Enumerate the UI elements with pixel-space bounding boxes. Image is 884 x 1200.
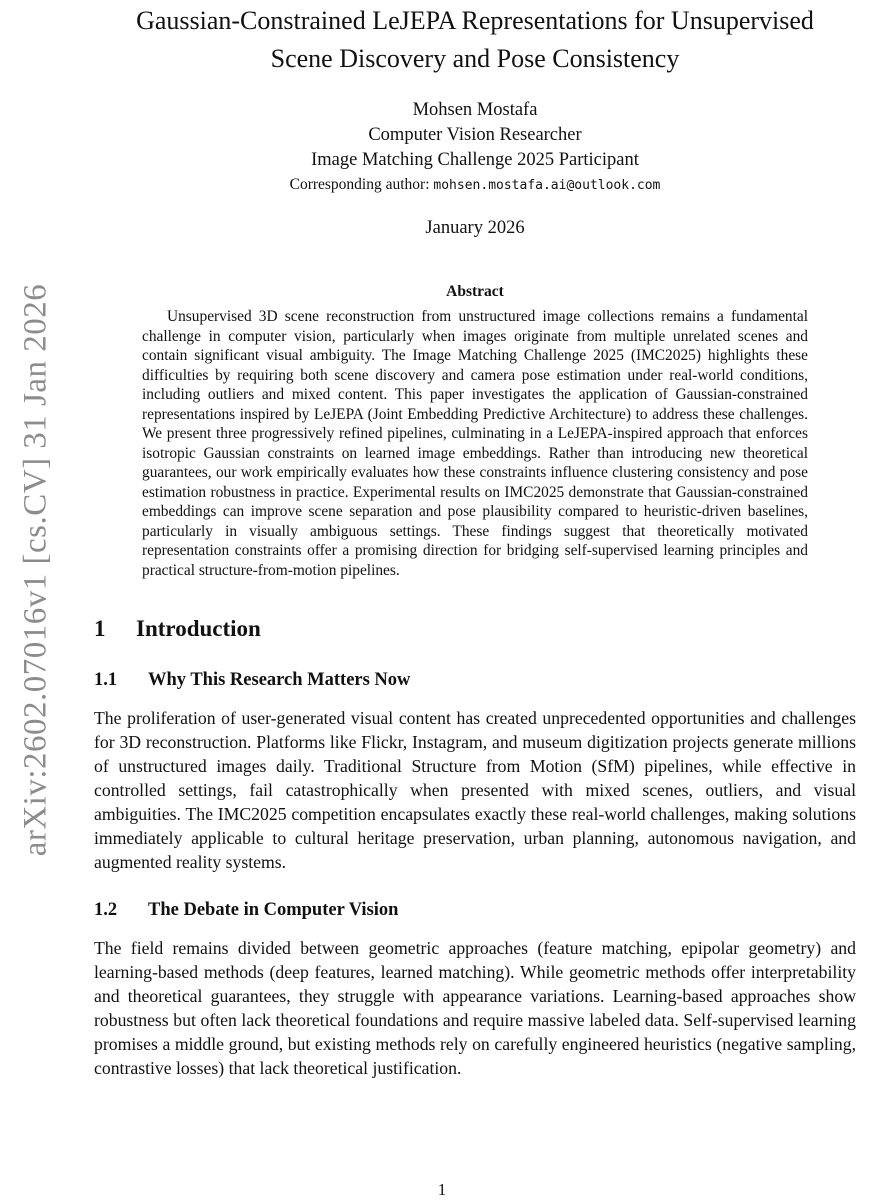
subsection-title: The Debate in Computer Vision [148, 900, 399, 920]
author-affiliation-1: Computer Vision Researcher [368, 125, 582, 145]
author-block [94, 98, 856, 198]
subsection-number: 1.1 [94, 670, 118, 690]
abstract-text: Unsupervised 3D scene reconstruction from unstructured image collections remains a fundamental challenge in computer vision, particularly when images originate from multiple unrelated scenes and contain significant visual ambiguity. The Image Matching Challenge 2025 (IMC2025) highlights these difficulties by requiring both scene discovery and camera pose estimation under real-world conditions, including outliers and mixed content. This paper investigates the application of Gaussian-constrained representations inspired by LeJEPA (Joint Embedding Predictive Architecture) to address these challenges. We present three progressively refined pipelines, culminating in a LeJEPA-inspired approach that enforces isotropic Gaussian constraints on learned image embeddings. Rather than introducing new theoretical guarantees, our work empirically evaluates how these constraints influence clustering consistency and pose estimation robustness in practice. Experimental results on IMC2025 demonstrate that Gaussian-constrained embeddings can improve scene separation and pose plausibility compared to heuristic-driven baselines, particularly in visually ambiguous settings. These findings suggest that theoretically motivated representation constraints offer a promising direction for bridging self-supervised learning principles and practical structure-from-motion pipelines. [142, 308, 808, 579]
corresponding-email[interactable]: mohsen.mostafa.ai@outlook.com [433, 178, 661, 193]
paragraph-why-this-research-matters: The proliferation of user-generated visual content has created unprecedented opportunities and challenges for 3D reconstruction. Platforms like Flickr, Instagram, and museum digitization projects generate millions of unstructured images daily. Traditional Structure from Motion (SfM) pipelines, while effective in controlled settings, fail catastrophically when presented with mixed scenes, outliers, and visual ambiguities. The IMC2025 competition encapsulates exactly these real-world challenges, making solutions immediately applicable to cultural heritage preservation, urban planning, autonomous navigation, and augmented reality systems. [94, 708, 856, 872]
arxiv-identifier: arXiv:2602.07016v1 [cs.CV] 31 Jan 2026 [17, 283, 54, 857]
section-number: 1 [94, 616, 106, 641]
page-number: 1 [437, 1180, 447, 1199]
paper-page [94, 0, 856, 1098]
publication-date: January 2026 [425, 218, 525, 238]
subsection-number: 1.2 [94, 900, 118, 920]
subsection-heading-debate-in-computer-vision [94, 898, 856, 922]
abstract-heading: Abstract [446, 283, 504, 300]
author-name: Mohsen Mostafa [412, 100, 538, 120]
title-line-2: Scene Discovery and Pose Consistency [270, 44, 680, 73]
paper-title [94, 0, 856, 78]
paragraph-debate-in-computer-vision: The field remains divided between geometric approaches (feature matching, epipolar geometry) and learning-based methods (deep features, learned matching). While geometric methods offer interpretability and theoretical guarantees, they struggle with appearance variations. Learning-based approaches show robustness but often lack theoretical foundations and require massive labeled data. Self-supervised learning promises a middle ground, but existing methods rely on carefully engineered heuristics (negative sampling, contrastive losses) that lack theoretical justification. [94, 938, 856, 1078]
title-line-1: Gaussian-Constrained LeJEPA Representations for Unsupervised [136, 6, 814, 35]
corresponding-label: Corresponding author: [289, 176, 434, 193]
subsection-heading-why-this-research-matters [94, 668, 856, 692]
author-affiliation-2: Image Matching Challenge 2025 Participant [311, 150, 639, 170]
section-title: Introduction [136, 616, 261, 641]
corresponding-author [94, 173, 856, 198]
subsection-title: Why This Research Matters Now [148, 670, 411, 690]
section-heading-introduction [94, 614, 856, 644]
